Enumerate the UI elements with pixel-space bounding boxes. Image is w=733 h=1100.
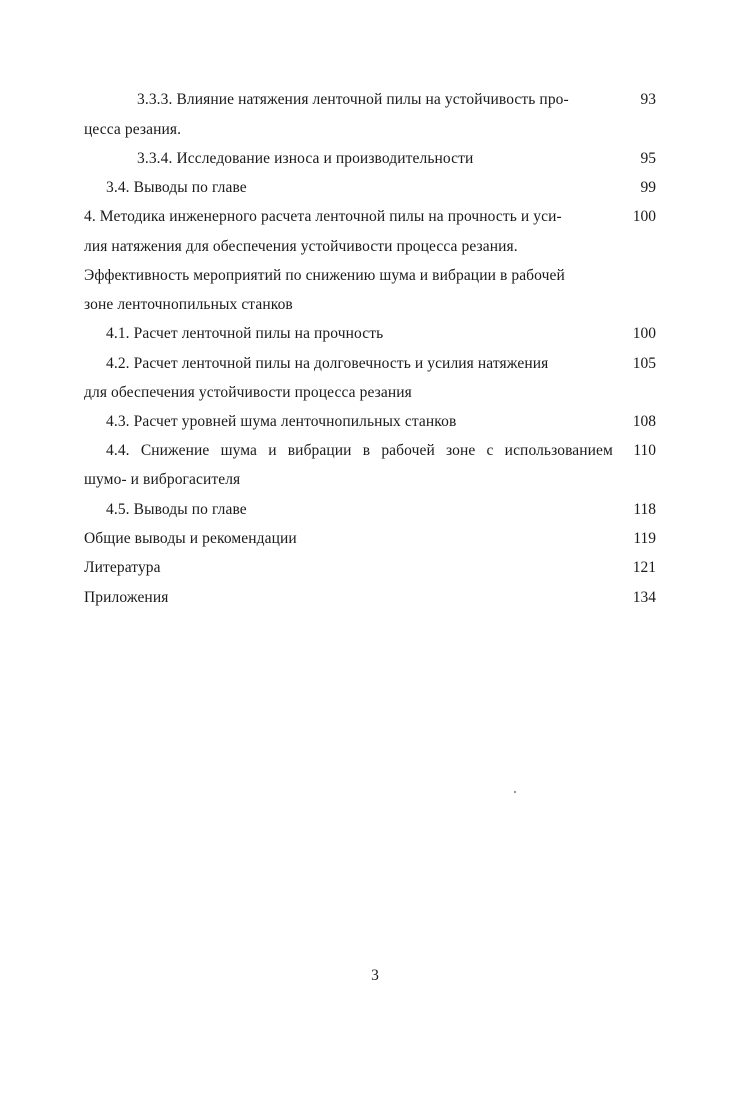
toc-word: Снижение xyxy=(140,442,210,459)
toc-word: зоне xyxy=(446,442,476,459)
toc-entry-3-3-3-page: 93 xyxy=(640,91,656,108)
toc-entry-4-1-title: 4.1. Расчет ленточной пилы на прочность xyxy=(106,325,384,342)
toc-word: рабочей xyxy=(381,442,435,459)
toc-entry-4-title-cont-3: зоне ленточнопильных станков xyxy=(84,296,293,313)
toc-word: в xyxy=(362,442,371,459)
toc-entry-3-4-page: 99 xyxy=(640,179,656,196)
toc-word: шума xyxy=(220,442,258,459)
toc-word: с xyxy=(486,442,494,459)
toc-entry-3-4-title: 3.4. Выводы по главе xyxy=(106,179,247,196)
toc-entry-4-2-page: 105 xyxy=(632,355,656,372)
toc-entry-4-4-title xyxy=(106,441,613,461)
toc-entry-4-5-page: 118 xyxy=(633,501,656,518)
toc-entry-4-2-title: 4.2. Расчет ленточной пилы на долговечность и усилия натяжения xyxy=(106,355,549,372)
toc-entry-4-title: 4. Методика инженерного расчета ленточной пилы на прочность и уси- xyxy=(84,208,562,225)
toc-entry-3-3-4-page: 95 xyxy=(640,150,656,167)
toc-entry-conclusions-title: Общие выводы и рекомендации xyxy=(84,530,297,547)
toc-entry-literature-title: Литература xyxy=(84,559,161,576)
toc-entry-4-1-page: 100 xyxy=(632,325,656,342)
page-number: 3 xyxy=(371,967,379,984)
toc-entry-literature-page: 121 xyxy=(632,559,656,576)
toc-entry-4-5-title: 4.5. Выводы по главе xyxy=(106,501,247,518)
toc-word: использованием xyxy=(504,442,613,459)
toc-entry-3-3-4-title: 3.3.4. Исследование износа и производительности xyxy=(137,150,474,167)
toc-entry-4-3-page: 108 xyxy=(632,413,656,430)
toc-entry-4-page: 100 xyxy=(632,208,656,225)
toc-entry-4-4-page: 110 xyxy=(633,442,656,459)
scan-speck xyxy=(514,791,516,793)
toc-entry-4-2-title-cont: для обеспечения устойчивости процесса резания xyxy=(84,384,412,401)
toc-entry-appendices-page: 134 xyxy=(632,589,656,606)
toc-word: 4.4. xyxy=(106,442,130,459)
toc-entry-4-title-cont-2: Эффективность мероприятий по снижению шума и вибрации в рабочей xyxy=(84,267,565,284)
toc-entry-appendices-title: Приложения xyxy=(84,589,169,606)
toc-entry-3-3-3-title: 3.3.3. Влияние натяжения ленточной пилы на устойчивость про- xyxy=(137,91,569,108)
toc-entry-3-3-3-title-cont: цесса резания. xyxy=(84,121,182,138)
toc-entry-4-3-title: 4.3. Расчет уровней шума ленточнопильных станков xyxy=(106,413,457,430)
toc-entry-4-4-title-cont: шумо- и виброгасителя xyxy=(84,471,241,488)
toc-entry-4-title-cont-1: лия натяжения для обеспечения устойчивости процесса резания. xyxy=(84,238,518,255)
toc-word: и xyxy=(268,442,277,459)
toc-entry-conclusions-page: 119 xyxy=(633,530,656,547)
toc-word: вибрации xyxy=(287,442,352,459)
